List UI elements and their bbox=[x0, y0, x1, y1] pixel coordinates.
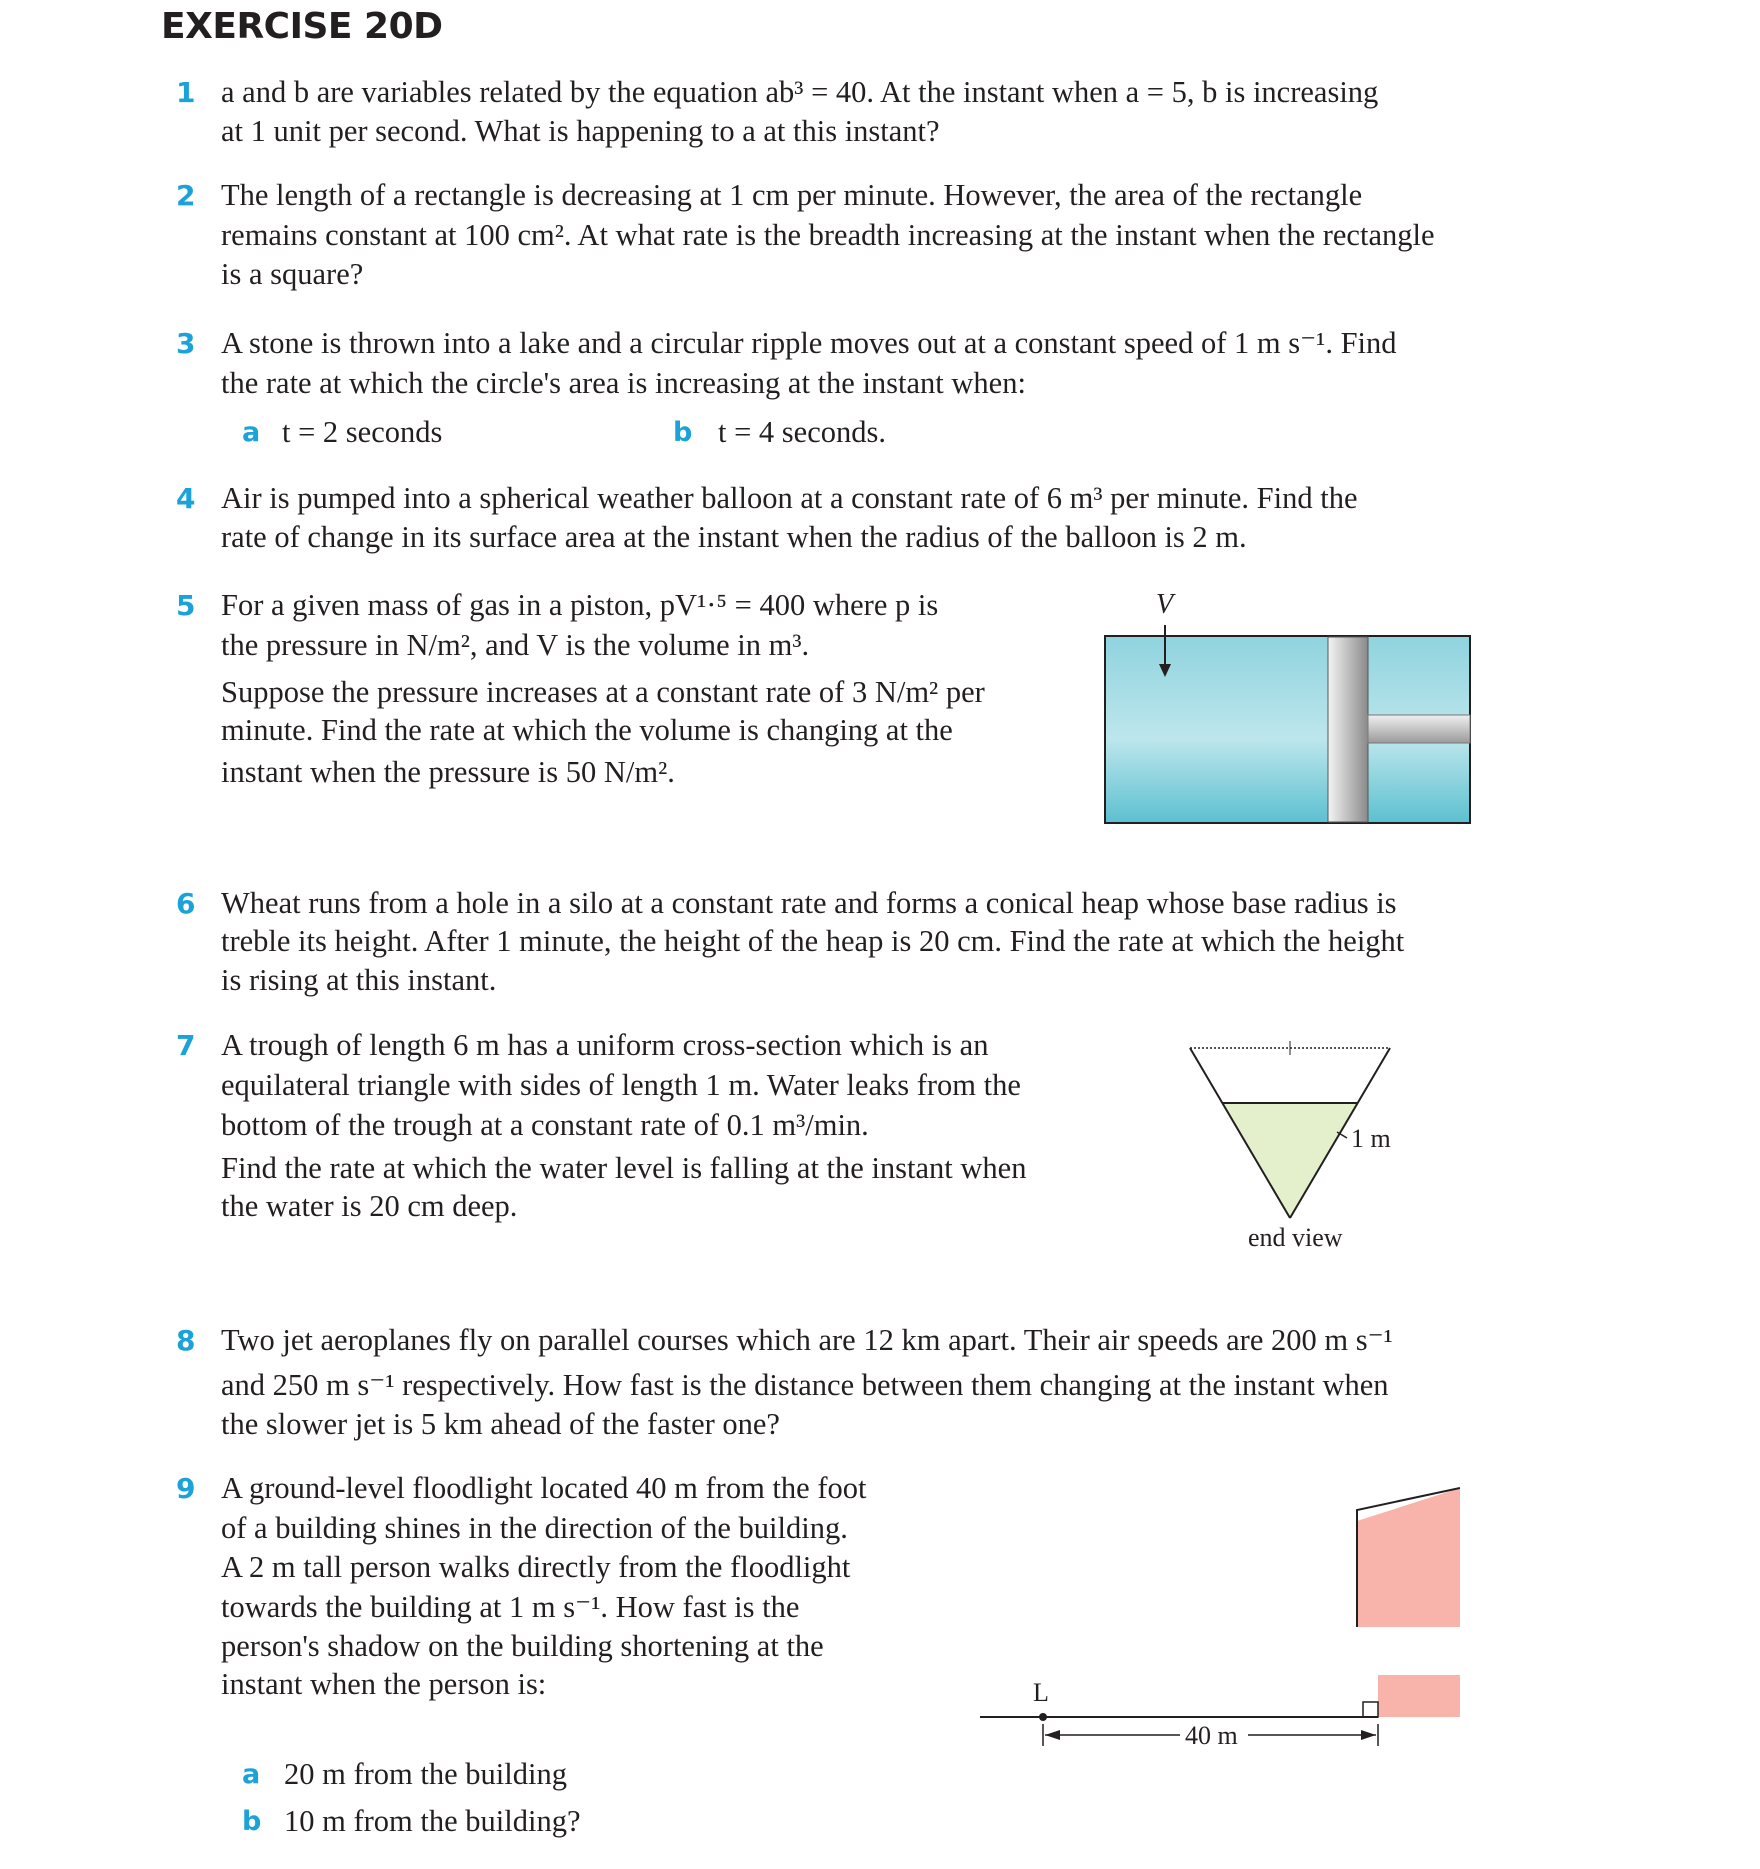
question-3-number: 3 bbox=[176, 327, 196, 360]
volume-label: V bbox=[1156, 589, 1174, 620]
question-1-text-line-2: at 1 unit per second. What is happening to a at this instant? bbox=[221, 114, 940, 148]
question-7-text-line-5: the water is 20 cm deep. bbox=[221, 1189, 518, 1223]
dimension-arrow-right bbox=[1361, 1730, 1376, 1740]
question-4-text-line-2: rate of change in its surface area at the instant when the radius of the balloon is 2 m. bbox=[221, 520, 1247, 554]
building-lower bbox=[1378, 1675, 1460, 1717]
question-9-part-b-text: 10 m from the building? bbox=[284, 1804, 581, 1838]
question-9-number: 9 bbox=[176, 1472, 196, 1505]
dimension-arrow-left bbox=[1045, 1730, 1060, 1740]
question-9-part-b-label: b bbox=[242, 1806, 262, 1837]
question-8-text-line-2: and 250 m s⁻¹ respectively. How fast is the distance between them changing at the instant when bbox=[221, 1368, 1389, 1402]
question-9-text-line-1: A ground-level floodlight located 40 m from the foot bbox=[221, 1471, 867, 1505]
question-4-text-line-1: Air is pumped into a spherical weather balloon at a constant rate of 6 m³ per minute. Find the bbox=[221, 481, 1358, 515]
question-4-number: 4 bbox=[176, 482, 196, 515]
exercise-title: EXERCISE 20D bbox=[161, 6, 443, 47]
piston-head bbox=[1328, 637, 1368, 822]
question-9-part-a-label: a bbox=[242, 1759, 261, 1790]
question-2-text-line-2: remains constant at 100 cm². At what rate is the breadth increasing at the instant when the rectangle bbox=[221, 218, 1435, 252]
question-5-number: 5 bbox=[176, 589, 196, 622]
piston-diagram bbox=[1090, 580, 1490, 830]
question-8-text-line-1: Two jet aeroplanes fly on parallel courses which are 12 km apart. Their air speeds are 200 m s⁻¹ bbox=[221, 1323, 1393, 1357]
question-3-part-b-label: b bbox=[673, 417, 693, 448]
question-9-text-line-3: A 2 m tall person walks directly from the floodlight bbox=[221, 1550, 851, 1584]
question-9-text-line-5: person's shadow on the building shortening at the bbox=[221, 1629, 824, 1663]
floodlight-building-diagram bbox=[980, 1480, 1460, 1760]
end-view-label: end view bbox=[1248, 1223, 1343, 1252]
question-6-text-line-2: treble its height. After 1 minute, the height of the heap is 20 cm. Find the rate at which the height bbox=[221, 924, 1405, 958]
question-7-number: 7 bbox=[176, 1029, 196, 1062]
question-7-text-line-1: A trough of length 6 m has a uniform cross-section which is an bbox=[221, 1028, 989, 1062]
water-region bbox=[1223, 1103, 1357, 1218]
question-9-text-line-4: towards the building at 1 m s⁻¹. How fast is the bbox=[221, 1590, 800, 1624]
question-9-part-a-text: 20 m from the building bbox=[284, 1757, 567, 1791]
question-3-part-a-label: a bbox=[242, 417, 261, 448]
question-5-text-line-4: minute. Find the rate at which the volume is changing at the bbox=[221, 713, 953, 747]
side-length-label: 1 m bbox=[1351, 1124, 1391, 1153]
building-upper bbox=[1357, 1488, 1460, 1627]
distance-label: 40 m bbox=[1185, 1721, 1238, 1750]
question-9-text-line-6: instant when the person is: bbox=[221, 1667, 547, 1701]
question-6-text-line-1: Wheat runs from a hole in a silo at a constant rate and forms a conical heap whose base radius is bbox=[221, 886, 1397, 920]
question-7-text-line-3: bottom of the trough at a constant rate of 0.1 m³/min. bbox=[221, 1108, 869, 1142]
question-3-text-line-1: A stone is thrown into a lake and a circular ripple moves out at a constant speed of 1 m s⁻¹. Find bbox=[221, 326, 1397, 360]
question-3-part-b-text: t = 4 seconds. bbox=[718, 415, 886, 449]
piston-rod bbox=[1368, 715, 1470, 743]
question-3-part-a-text: t = 2 seconds bbox=[282, 415, 443, 449]
trough-end-view-diagram bbox=[1180, 1035, 1420, 1255]
question-8-text-line-3: the slower jet is 5 km ahead of the faster one? bbox=[221, 1407, 780, 1441]
question-5-text-line-3: Suppose the pressure increases at a constant rate of 3 N/m² per bbox=[221, 675, 985, 709]
question-6-text-line-3: is rising at this instant. bbox=[221, 963, 497, 997]
question-2-text-line-3: is a square? bbox=[221, 257, 364, 291]
question-7-text-line-2: equilateral triangle with sides of length 1 m. Water leaks from the bbox=[221, 1068, 1021, 1102]
question-1-text-line-1: a and b are variables related by the equation ab³ = 40. At the instant when a = 5, b is increasing bbox=[221, 75, 1379, 109]
question-5-text-line-5: instant when the pressure is 50 N/m². bbox=[221, 755, 675, 789]
question-5-text-line-1: For a given mass of gas in a piston, pV¹·⁵ = 400 where p is bbox=[221, 588, 939, 622]
question-6-number: 6 bbox=[176, 887, 196, 920]
question-2-number: 2 bbox=[176, 179, 196, 212]
question-5-text-line-2: the pressure in N/m², and V is the volume in m³. bbox=[221, 628, 810, 662]
question-9-text-line-2: of a building shines in the direction of the building. bbox=[221, 1511, 848, 1545]
floodlight-point bbox=[1039, 1713, 1047, 1721]
right-angle-marker bbox=[1363, 1702, 1378, 1717]
floodlight-label: L bbox=[1033, 1678, 1049, 1707]
question-2-text-line-1: The length of a rectangle is decreasing at 1 cm per minute. However, the area of the rectangle bbox=[221, 178, 1363, 212]
question-3-text-line-2: the rate at which the circle's area is increasing at the instant when: bbox=[221, 366, 1026, 400]
question-7-text-line-4: Find the rate at which the water level is falling at the instant when bbox=[221, 1151, 1027, 1185]
question-1-number: 1 bbox=[176, 76, 196, 109]
question-8-number: 8 bbox=[176, 1324, 196, 1357]
